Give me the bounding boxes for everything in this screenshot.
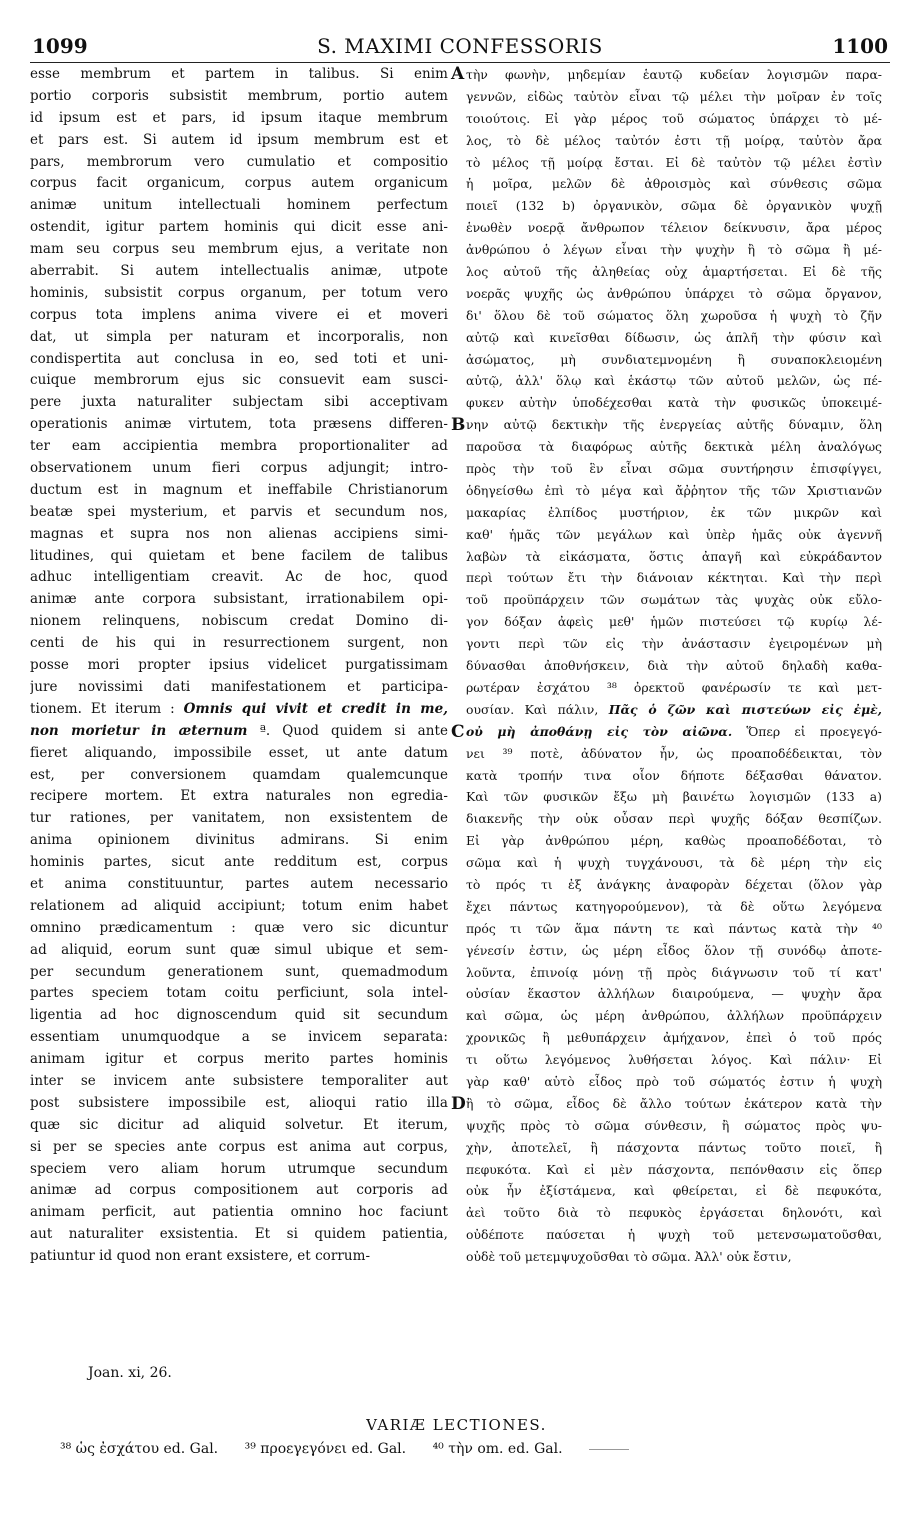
text-line: ποιεῖ (132 b) ὀργανικὸν, σῶμα δὲ ὀργανικὸν ψυχῇ (466, 198, 882, 214)
text-line: hominis partes, sicut ante redditum est, corpus (30, 854, 448, 871)
text-line: condispertita aut conclusa in eo, sed toti et uni- (30, 350, 448, 367)
text-line: καθ' ἡμᾶς τῶν μεγάλων καὶ ὑπὲρ ἡμᾶς οὐκ ἀγεννῆ (466, 526, 882, 542)
text-line: λαβὼν τὰ εἰκάσματα, ὅστις ἀπαγῆ καὶ εὐκράδαντον (466, 548, 882, 564)
text-line: ἑνωθὲν νοερᾷ ἄνθρωπον τέλειον δείκνυσιν, ἄρα μέρος (466, 220, 882, 236)
text-line: pere juxta naturaliter subjectam sibi acceptivam (30, 394, 448, 411)
text-line: γον δόξαν ἀφεὶς μεθ' ἡμῶν πιστεύσει τῷ κυρίῳ λέ- (466, 614, 882, 630)
text-line: observationem unum fieri corpus adjungit; intro- (30, 460, 448, 477)
text-line: animæ unitum intellectuali hominem perfectum (30, 197, 448, 214)
text-line: περὶ τούτων ἔτι τὴν διάνοιαν κέκτηται. Καὶ τὴν περὶ (466, 570, 882, 586)
text-line: post subsistere impossibile est, alioqui ratio illa (30, 1094, 448, 1111)
text-line: πρὸς τὴν τοῦ ἓν εἶναι σῶμα συντήρησιν ἐπισφίγγει, (466, 461, 882, 477)
text-line: aberrabit. Si autem intellectualis animæ, utpote (30, 263, 448, 280)
text-line: ter eam accipientia membra proportionaliter ad (30, 438, 448, 455)
text-line: πεφυκότα. Καὶ εἰ μὲν πάσχοντα, πεπόνθασιν εἰς ὅπερ (466, 1161, 882, 1177)
text-line: pars, membrorum vero cumulatio et compositio (30, 153, 448, 170)
text-line: id ipsum est et pars, id ipsum itaque membrum (30, 109, 448, 126)
variae-lectiones-heading: VARIÆ LECTIONES. (366, 1416, 547, 1434)
text-line: δι' ὅλου δὲ τοῦ σώματος ὅλη χωροῦσα ἡ ψυχὴ τὸ ζῆν (466, 307, 882, 323)
text-line: παροῦσα τὰ διαφόρως αὐτῆς δεκτικὰ μέλη ἀναλόγως (466, 439, 882, 455)
text-line: ὁδηγείσθω ἐπὶ τὸ μέγα καὶ ἄῤῥητον τῆς τῶν Χριστιανῶν (466, 482, 882, 498)
text-line: et pars est. Si autem id ipsum membrum est et (30, 131, 448, 148)
text-line: ψυχῆς πρὸς τὸ σῶμα σύνθεσιν, ἢ σώματος πρὸς ψυ- (466, 1117, 882, 1133)
text-line: τοιούτοις. Εἰ γὰρ μέρος τοῦ σώματος ὑπάρχει τὸ μέ- (466, 110, 882, 126)
section-marker-a: A (451, 64, 465, 84)
text-line: posse mori propter ipsius videlicet purgatissimam (30, 657, 448, 674)
variant-reading: ⁴⁰ τὴν om. ed. Gal. (432, 1441, 563, 1457)
text-line: πρός τι τῶν ἅμα πάντη τε καὶ πάντως κατὰ τὴν ⁴⁰ (466, 920, 882, 936)
text-line: χρονικῶς ἢ μεθυπάρχειν ἀμήχανον, ἐπεὶ ὁ τοῦ πρός (466, 1030, 882, 1046)
text-line: est, per conversionem quamdam qualemcunque (30, 766, 448, 783)
text-line: ἡ μοῖρα, μελῶν δὲ ἀθροισμὸς καὶ σύνθεσις σῶμα (466, 176, 882, 192)
page-number-right: 1100 (832, 34, 888, 58)
text-line: τὸ πρός τι ἐξ ἀνάγκης ἀναφορὰν δέχεται (ὅλον γὰρ (466, 876, 882, 892)
text-line: ρωτέραν ἐσχάτου ³⁸ ὀρεκτοῦ φανέρωσίν τε καὶ μετ- (466, 679, 882, 695)
text-line: corpus tota implens anima vivere ei et moveri (30, 306, 448, 323)
text-line: ad aliquid, eorum sunt quæ simul ubique et sem- (30, 941, 448, 958)
text-line: relationem ad aliquid accipiunt; totum enim habet (30, 897, 448, 914)
text-line: σῶμα καὶ ἡ ψυχὴ τυγχάνουσι, τὰ δὲ μέρη τὴν εἰς (466, 855, 882, 871)
header-rule (30, 62, 890, 63)
text-line: quæ sic dicitur ad aliquid solvetur. Et iterum, (30, 1116, 448, 1133)
latin-column (30, 64, 448, 1268)
text-line: λοῦντα, ἐπινοίᾳ μόνῃ τῇ πρὸς διάγνωσιν τοῦ τί κατ' (466, 964, 882, 980)
text-line: γοντι περὶ τῶν εἰς τὴν ἀνάστασιν ἐγειρομένων μὴ (466, 636, 882, 652)
text-line: τὸ μέλος τῇ μοίρᾳ ἔσται. Εἰ δὲ ταὐτὸν τῷ μέλει ἐστὶν (466, 154, 882, 170)
text-line: δύνασθαι ἀποθνήσκειν, διὰ τὴν αὐτοῦ δηλαδὴ καθα- (466, 658, 882, 674)
text-line: litudines, qui quietam et bene facilem de talibus (30, 547, 448, 564)
text-line: καὶ σῶμα, ὡς μέρη ἀνθρώπου, ἀλλήλων προϋπάρχειν (466, 1008, 882, 1024)
text-line: speciem vero aliam horum utrumque secundum (30, 1160, 448, 1177)
text-line: magnas et supra nos non alienas accipiens simi- (30, 525, 448, 542)
text-line: οὐσίαν ἕκαστον ἀλλήλων διαιρούμενα, — ψυχὴν ἄρα (466, 986, 882, 1002)
section-marker-d: D (451, 1094, 466, 1114)
text-line: non morietur in æternum ª. Quod quidem si ante (30, 722, 448, 739)
text-line: ligentia ad hoc dignoscendum quid sit secundum (30, 1007, 448, 1024)
text-line: κατὰ τροπήν τινα οἷον δήποτε δέξασθαι θάνατον. (466, 767, 882, 783)
text-line: animæ ante corpora subsistant, irrationabilem opi- (30, 591, 448, 608)
text-line: mam seu corpus seu membrum ejus, a veritate non (30, 241, 448, 258)
text-line: dat, ut simpla per naturam et incorporalis, non (30, 328, 448, 345)
text-line: νην αὐτῷ δεκτικὴν τῆς ἐνεργείας αὐτῆς δύναμιν, ὅλη (466, 417, 882, 433)
text-line: cuique membrorum ejus sic consuevit eam susci- (30, 372, 448, 389)
text-line: et anima constituuntur, partes autem necessario (30, 875, 448, 892)
section-marker-c: C (451, 722, 465, 742)
text-line: jure novissimi dati manifestationem et participa- (30, 678, 448, 695)
running-title: S. MAXIMI CONFESSORIS (317, 34, 603, 58)
text-line: διακενῆς τὴν οὐκ οὖσαν περὶ ψυχῆς δόξαν θεσπίζων. (466, 811, 882, 827)
text-line: animam igitur et corpus merito partes hominis (30, 1051, 448, 1068)
text-line: νοερᾶς ψυχῆς ὡς ἀνθρώπου ὑπάρχει τὸ σῶμα ὄργανον, (466, 285, 882, 301)
text-line: inter se invicem ante subsistere temporaliter aut (30, 1072, 448, 1089)
text-line: οὐκ ἦν ἐξίστάμενα, καὶ φθείρεται, εἰ δὲ πεφυκότα, (466, 1183, 882, 1199)
text-line: hominis, subsistit corpus organum, per totum vero (30, 284, 448, 301)
text-line: οὐ μὴ ἀποθάνῃ εἰς τὸν αἰῶνα. Ὅπερ εἰ προεγεγό- (466, 723, 882, 739)
scripture-footnote: Joan. xi, 26. (88, 1365, 172, 1381)
text-line: aut naturaliter exsistentia. Et si quidem patientia, (30, 1226, 448, 1243)
page-number-left: 1099 (32, 34, 88, 58)
text-line: οὐδέποτε παύσεται ἡ ψυχὴ τοῦ μετενσωματοῦσθαι, (466, 1227, 882, 1243)
text-line: οὐδὲ τοῦ μετεμψυχοῦσθαι τὸ σῶμα. Ἀλλ' οὐκ ἔστιν, (466, 1249, 792, 1265)
variant-reading: ³⁸ ὡς ἐσχάτου ed. Gal. (60, 1441, 219, 1457)
text-line: ἀεὶ τοῦτο διὰ τὸ πεφυκὸς ἐργάσεται δηλονότι, καὶ (466, 1205, 882, 1221)
text-line: αὐτῷ, ἀλλ' ὅλῳ καὶ ἑκάστῳ τῶν αὐτοῦ μελῶν, ὡς πέ- (466, 373, 882, 389)
text-line: ἢ τὸ σῶμα, εἶδος δὲ ἄλλο τούτων ἑκάτερον κατὰ τὴν (466, 1095, 882, 1111)
text-line: partes speciem totam coitu perficiunt, sola intel- (30, 985, 448, 1002)
text-line: si per se species ante corpus est anima aut corpus, (30, 1138, 448, 1155)
text-line: γὰρ καθ' αὑτὸ εἶδος πρὸ τοῦ σώματός ἐστιν ἡ ψυχὴ (466, 1073, 882, 1089)
text-line: τοῦ προϋπάρχειν τῶν σωμάτων τὰς ψυχὰς οὐκ εὔλο- (466, 592, 882, 608)
variant-readings (60, 1441, 651, 1457)
text-line: τὴν φωνὴν, μηδεμίαν ἑαυτῷ κυδείαν λογισμῶν παρα- (466, 67, 882, 82)
text-line: χὴν, ἀποτελεῖ, ἢ πάσχοντα πάντως τοῦτο ποιεῖ, ἢ (466, 1139, 882, 1155)
trailing-dash (589, 1449, 629, 1450)
text-line: λος αὐτοῦ τῆς ἀληθείας οὐχ ἁμαρτήσεται. Εἰ δὲ τῆς (466, 264, 882, 280)
text-line: essentiam unumquodque a se invicem separata: (30, 1029, 448, 1046)
greek-column (466, 64, 882, 1268)
text-line: patiuntur id quod non erant exsistere, et corrum- (30, 1248, 371, 1265)
text-line: tur rationes, per vanitatem, non exsistentem de (30, 810, 448, 827)
text-line: τι οὕτω λεγόμενος λυθήσεται λόγος. Καὶ πάλιν· Εἰ (466, 1052, 882, 1068)
text-line: nionem relinquens, nobiscum credat Domino di- (30, 613, 448, 630)
text-line: adhuc intelligentiam creavit. Ac de hoc, quod (30, 569, 448, 586)
text-line: ostendit, igitur partem hominis qui dicit esse ani- (30, 219, 448, 236)
text-line: omnino prædicamentum : quæ vero sic dicuntur (30, 919, 448, 936)
text-line: Εἰ γὰρ ἀνθρώπου μέρη, καθὼς προαποδέδοται, τὸ (466, 833, 882, 849)
text-line: λος, τὸ δὲ μέλος ταὐτόν ἐστι τῇ μοίρᾳ, ταὐτὸν ἄρα (466, 132, 882, 148)
variant-reading: ³⁹ προεγεγόνει ed. Gal. (244, 1441, 407, 1457)
text-line: tionem. Et iterum : Omnis qui vivit et credit in me, (30, 700, 448, 717)
text-line: ουσίαν. Καὶ πάλιν, Πᾶς ὁ ζῶν καὶ πιστεύων εἰς ἐμὲ, (466, 701, 882, 717)
text-line: fieret aliquando, impossibile esset, ut ante datum (30, 744, 448, 761)
text-line: centi de his qui in resurrectionem surgent, non (30, 635, 448, 652)
text-line: recipere mortem. Et extra naturales non egredia- (30, 788, 448, 805)
text-line: ἔχει πάντως κατηγορούμενον), τὰ δὲ οὕτω λεγόμενα (466, 898, 882, 914)
text-line: animæ ad corpus compositionem aut corporis ad (30, 1182, 448, 1199)
text-line: γεννῶν, εἰδὼς ταὐτὸν εἶναι τῷ μέλει τὴν μοῖραν ἐν τοῖς (466, 88, 882, 104)
section-marker-b: B (451, 415, 466, 435)
text-line: νει ³⁹ ποτὲ, ἀδύνατον ἦν, ὡς προαποδέδεικται, τὸν (466, 745, 882, 761)
text-line: ἀνθρώπου ὁ λέγων εἶναι τὴν ψυχὴν ἢ τὸ σῶμα ἢ μέ- (466, 242, 882, 258)
text-line: per secundum generationem sunt, quemadmodum (30, 963, 448, 980)
text-line: φυκεν αὐτὴν ὑποδέχεσθαι κατὰ τὴν φυσικῶς ὑποκειμέ- (466, 395, 882, 411)
text-line: animam perficit, aut patientia omnino hoc faciunt (30, 1204, 448, 1221)
text-line: αὐτῷ καὶ κινεῖσθαι δίδωσιν, ὡς ἁπλῆ τὴν φύσιν καὶ (466, 329, 882, 345)
text-line: γένεσίν ἐστιν, ὡς μέρη εἶδος ὅλον τῇ συνόδῳ ἀποτε- (466, 942, 882, 958)
text-line: Καὶ τῶν φυσικῶν ἔξω μὴ βαινέτω λογισμῶν (133 a) (466, 789, 882, 805)
text-line: ἀσώματος, μὴ συνδιατεμνομένη ἢ συναποκλειομένη (466, 351, 882, 367)
text-line: beatæ spei mysterium, et parvis et secundum nos, (30, 503, 448, 520)
text-line: corpus facit organicum, corpus autem organicum (30, 175, 448, 192)
text-line: μακαρίας ἐλπίδος μυστήριον, ἐκ τῶν μικρῶν καὶ (466, 504, 882, 520)
text-line: portio corporis subsistit membrum, portio autem (30, 87, 448, 104)
page-header (32, 34, 888, 60)
text-line: esse membrum et partem in talibus. Si enim (30, 66, 448, 82)
text-line: operationis animæ virtutem, tota præsens differen- (30, 416, 448, 433)
text-line: ductum est in magnum et ineffabile Christianorum (30, 481, 448, 498)
text-line: anima opinionem divinitus admirans. Si enim (30, 832, 448, 849)
